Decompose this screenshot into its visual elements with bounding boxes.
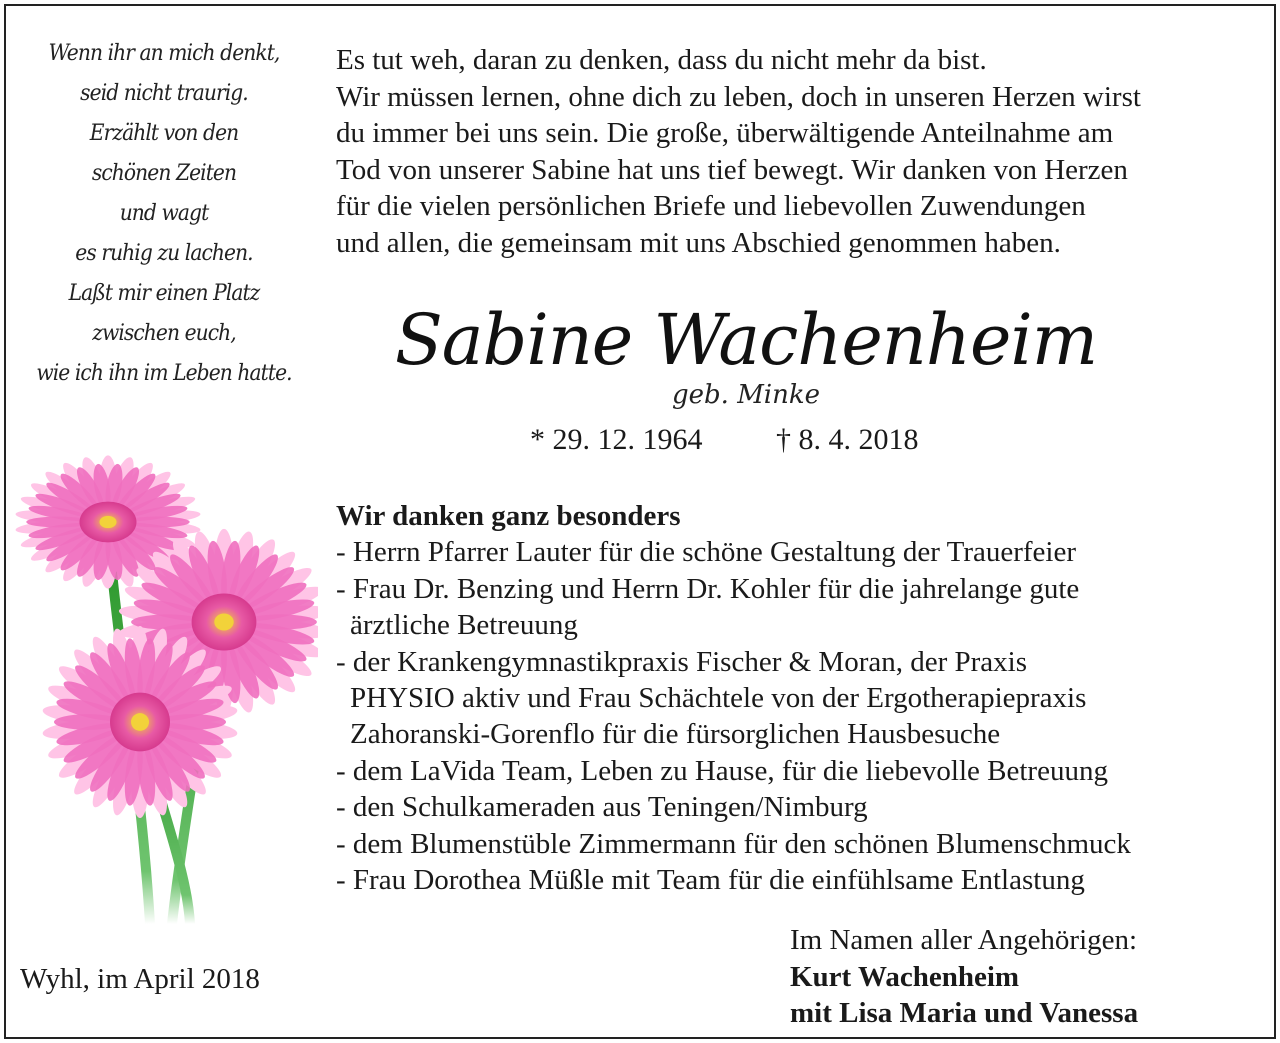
thanks-line: - dem LaVida Team, Leben zu Hause, für die liebevolle Betreuung (336, 754, 1108, 787)
poem (14, 34, 314, 394)
intro-line: Tod von unserer Sabine hat uns tief bewegt. Wir danken von Herzen (336, 153, 1128, 186)
intro-line: für die vielen persönlichen Briefe und liebevollen Zuwendungen (336, 190, 1086, 223)
life-dates (530, 423, 990, 457)
poem-line: schönen Zeiten (91, 161, 237, 186)
poem-line: seid nicht traurig. (80, 81, 248, 106)
flower-core (99, 516, 116, 528)
thanks-line: PHYSIO aktiv und Frau Schächtele von der Ergotherapiepraxis (350, 682, 1087, 715)
signature (790, 922, 1138, 1032)
poem-line: wie ich ihn im Leben hatte. (36, 361, 292, 386)
place-date: Wyhl, im April 2018 (20, 963, 260, 995)
intro-line: du immer bei uns sein. Die große, überwältigende Anteilnahme am (336, 117, 1114, 150)
poem-line: Laßt mir einen Platz (68, 281, 260, 306)
poem-line: und wagt (119, 201, 209, 226)
deceased-name: Sabine Wachenheim (394, 299, 1098, 381)
thanks-line: - der Krankengymnastikpraxis Fischer & Moran, der Praxis (336, 645, 1028, 678)
poem-line: es ruhig zu lachen. (75, 241, 253, 266)
signature-intro: Im Namen aller Angehörigen: (790, 924, 1138, 956)
thanks-line: ärztliche Betreuung (350, 609, 578, 642)
thanks-line: - den Schulkameraden aus Teningen/Nimburg (336, 791, 868, 824)
thanks-line: - Frau Dr. Benzing und Herrn Dr. Kohler für die jahrelange gute (336, 572, 1080, 605)
thanks-heading: Wir danken ganz besonders (336, 500, 681, 532)
poem-line: zwischen euch, (92, 321, 236, 346)
intro-line: und allen, die gemeinsam mit uns Abschied genommen haben. (336, 226, 1061, 259)
intro-line: Es tut weh, daran zu denken, dass du nicht mehr da bist. (336, 44, 987, 76)
death-date: † 8. 4. 2018 (776, 423, 919, 456)
flower-core (214, 613, 233, 630)
poem-line: Wenn ihr an mich denkt, (48, 41, 280, 66)
signature-family: mit Lisa Maria und Vanessa (790, 997, 1139, 1029)
thanks-line: Zahoranski-Gorenflo für die fürsorglichen Hausbesuche (350, 718, 1001, 751)
intro-line: Wir müssen lernen, ohne dich zu leben, doch in unseren Herzen wirst (336, 80, 1141, 113)
thanks-line: - dem Blumenstüble Zimmermann für den schönen Blumenschmuck (336, 827, 1131, 860)
birth-name: geb. Minke (671, 380, 821, 410)
poem-line: Erzählt von den (89, 121, 239, 146)
gerbera-flowers-image (12, 412, 318, 930)
intro-text (336, 42, 1266, 262)
flower-core (131, 713, 149, 731)
thanks-line: - Frau Dorothea Müßle mit Team für die einfühlsame Entlastung (336, 864, 1085, 897)
birth-date: * 29. 12. 1964 (530, 423, 703, 456)
signature-name: Kurt Wachenheim (790, 960, 1020, 993)
thanks-line: - Herrn Pfarrer Lauter für die schöne Gestaltung der Trauerfeier (336, 536, 1076, 569)
thanks-section (336, 498, 1266, 898)
